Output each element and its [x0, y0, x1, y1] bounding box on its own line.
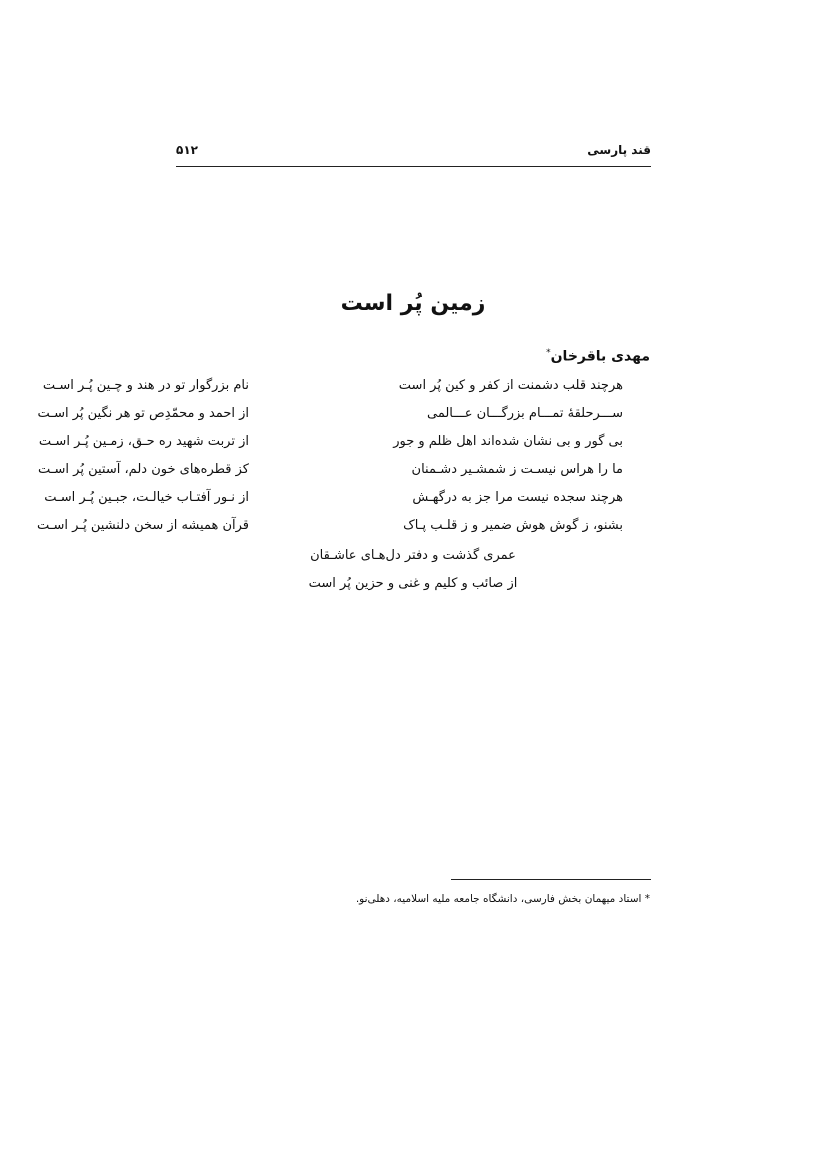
couplet [0, 462, 826, 486]
page-number: ۵۱۲ [176, 143, 198, 157]
first-hemistich: هرچند قلب دشمنت از کفر و کین پُر است [398, 378, 623, 393]
poem-title: زمین پُر است [340, 291, 486, 316]
second-hemistich: کز قطره‌های خون دلم، آستین پُر اسـت [37, 462, 249, 477]
footnote-divider [451, 879, 651, 880]
first-hemistich: بشنو، ز گوش هوش ضمیر و ز قلـب پـاک [403, 518, 623, 533]
couplet [0, 518, 826, 542]
couplet [0, 378, 826, 402]
journal-title: قند پارسی [587, 143, 651, 157]
author-name: مهدی باقرخان [550, 348, 650, 365]
second-hemistich: از تربت شهید ره حـق، زمـین پُـر اسـت [38, 434, 249, 449]
couplet [0, 490, 826, 514]
first-hemistich: بی گور و بی نشان شده‌اند اهل ظلم و جور [393, 434, 623, 449]
second-hemistich: نام بزرگوار تو در هند و چـین پُـر اسـت [42, 378, 249, 393]
second-hemistich: از نـور آفتـاب خیالـت، جبـین پُـر اسـت [44, 490, 249, 505]
second-hemistich: از احمد و محمّدِص تو هر نگین پُر اسـت [37, 406, 249, 421]
couplet [0, 406, 826, 430]
closing-line: از صائب و کلیم و غنی و حزین پُر است [308, 576, 518, 591]
closing-line: عمری گذشت و دفتر دل‌هـای عاشـقان [310, 548, 516, 563]
first-hemistich: ســـرحلقهٔ تمـــام بزرگـــان عـــالمی [427, 406, 623, 421]
second-hemistich: قرآن همیشه از سخن دلنشین پُـر اسـت [36, 518, 249, 533]
footnote-text: استاد میهمان بخش فارسی، دانشگاه جامعه ملیه اسلامیه، دهلی‌نو. [355, 893, 642, 905]
author-footnote-mark: * [546, 348, 551, 358]
page-header [176, 140, 651, 167]
footnote-mark: * [644, 893, 650, 905]
author-line [546, 348, 650, 365]
couplet [0, 434, 826, 458]
first-hemistich: ما را هراس نیسـت ز شمشـیر دشـمنان [411, 462, 623, 477]
footnote [356, 893, 650, 905]
first-hemistich: هرچند سجده نیست مرا جز به درگهـش [412, 490, 623, 505]
